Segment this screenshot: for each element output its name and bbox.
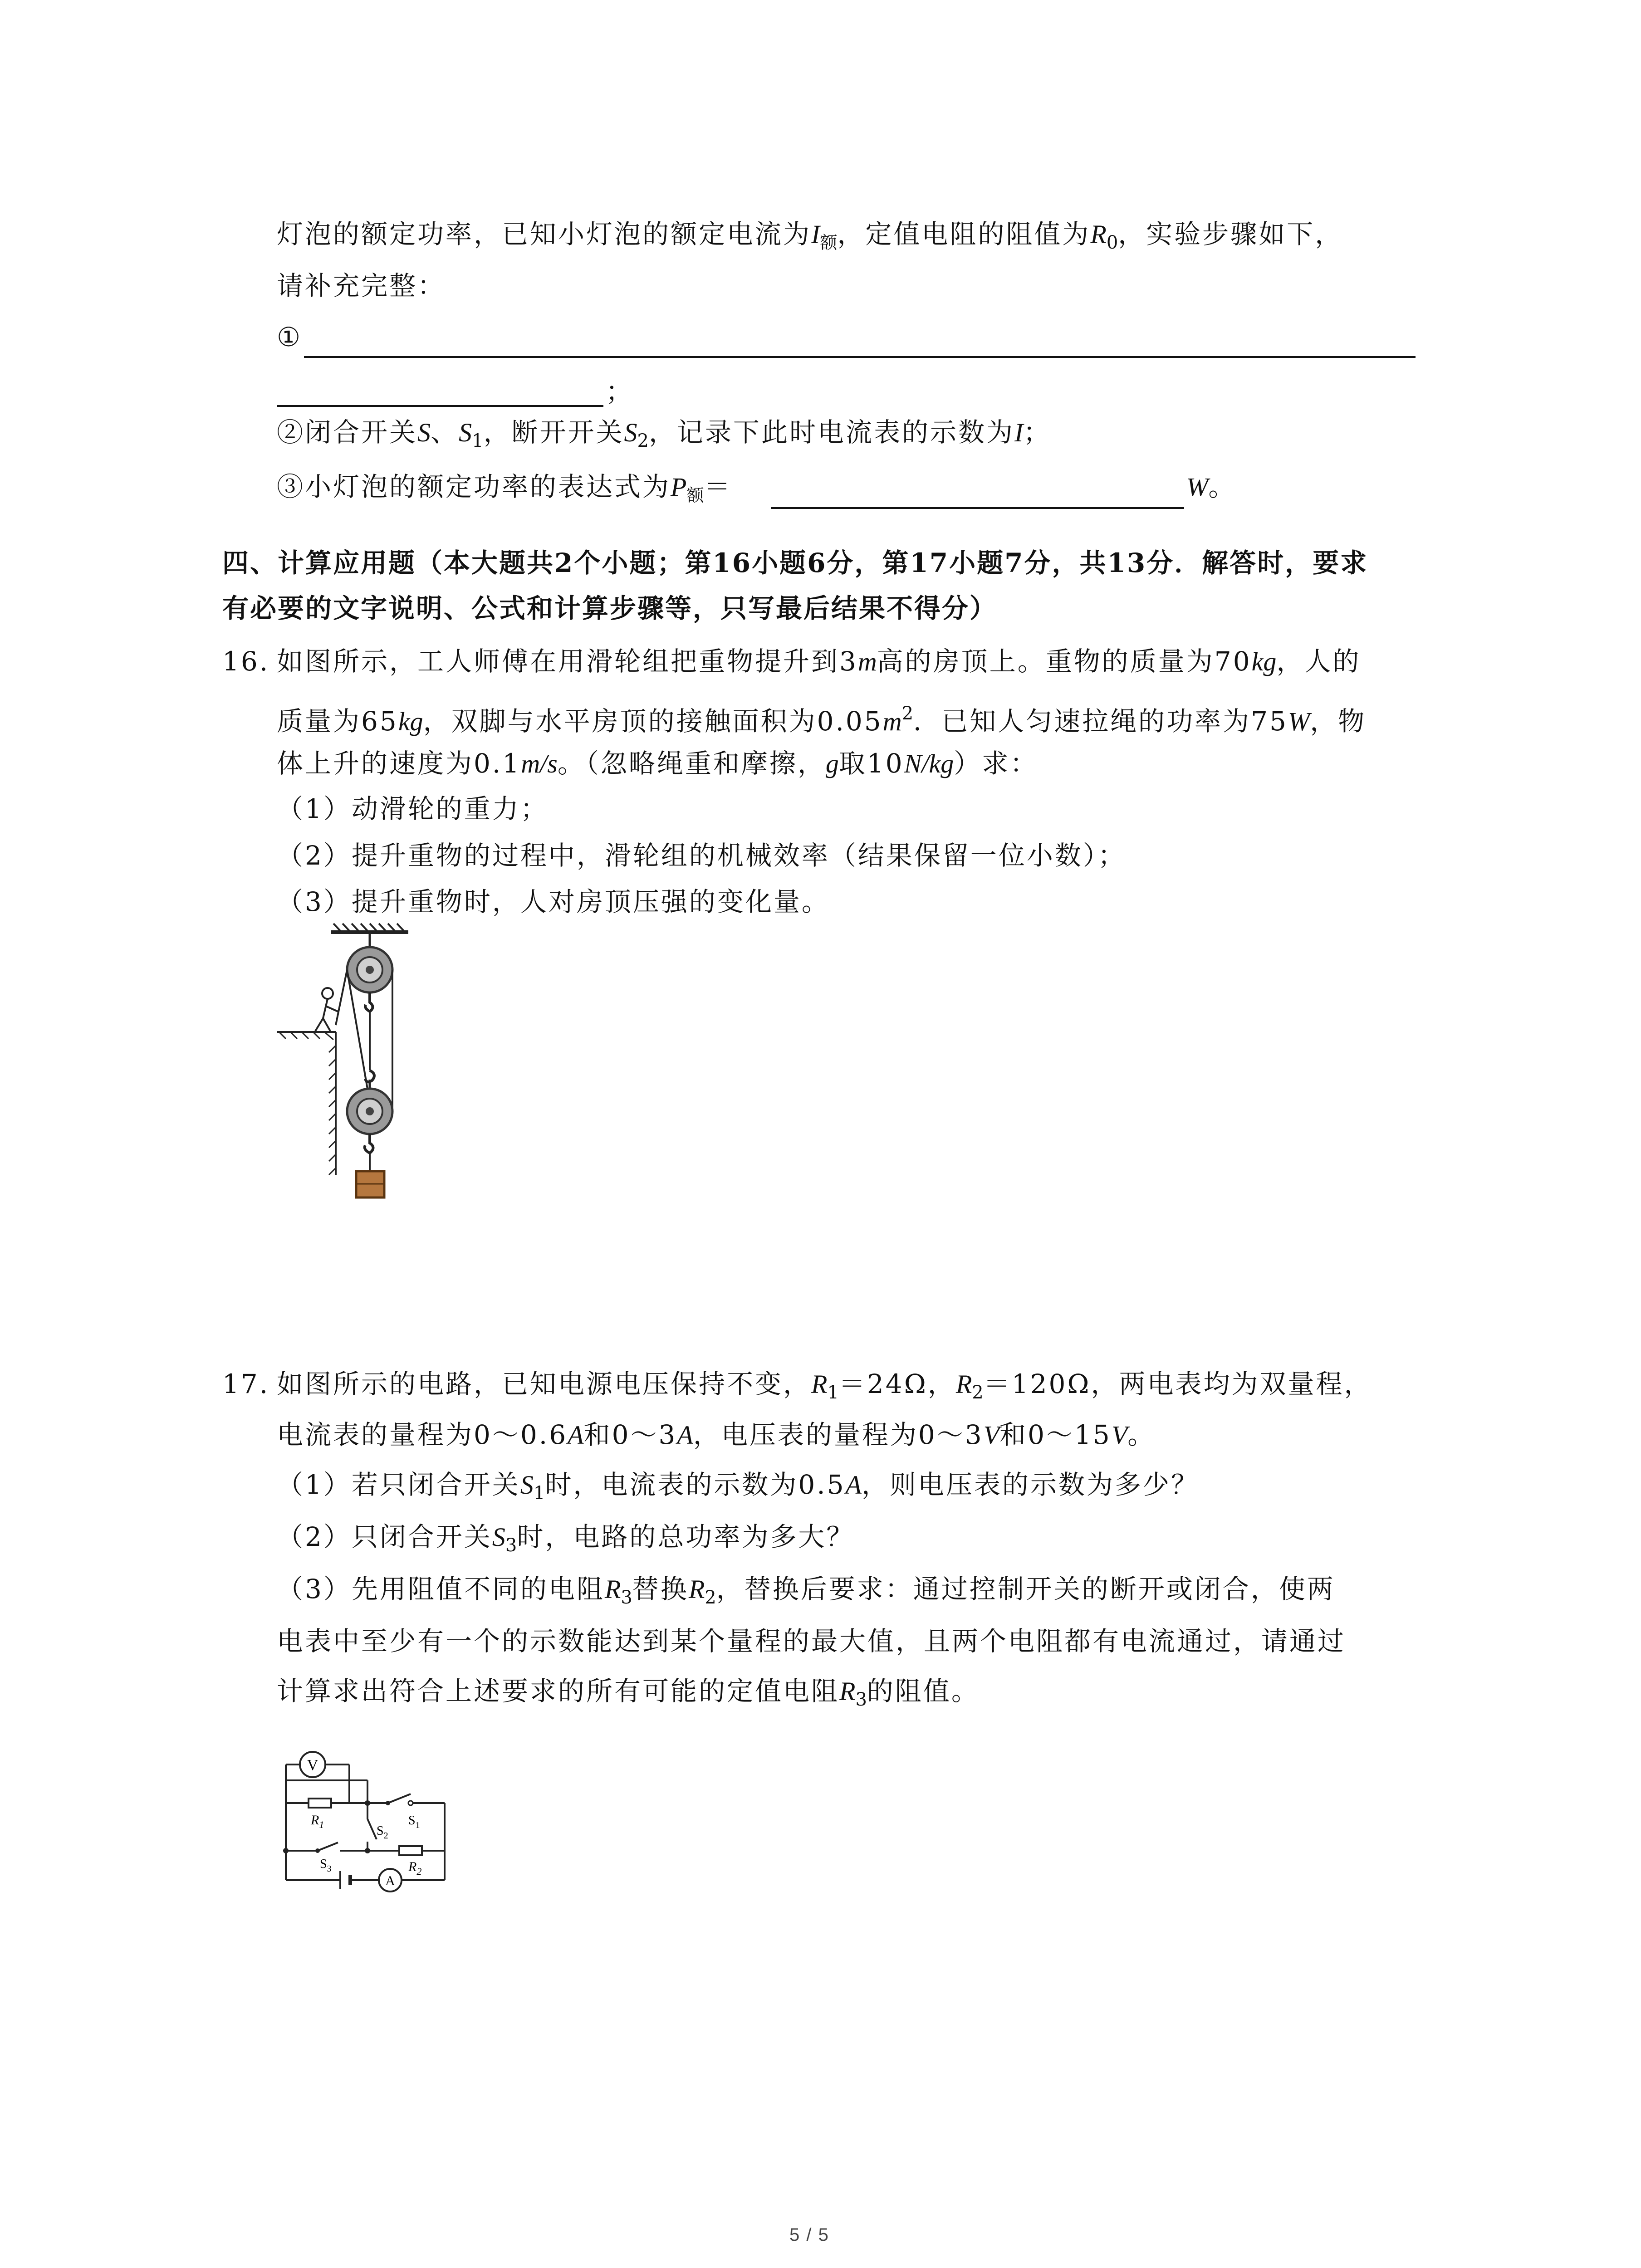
q16-sub-1: （1）动滑轮的重力； bbox=[277, 793, 549, 824]
q17-number: 17. bbox=[222, 1369, 270, 1399]
resistor-r2 bbox=[399, 1846, 422, 1855]
pulley-figure bbox=[272, 921, 463, 1202]
q17-sub-3-line-2: 电表中至少有一个的示数能达到某个量程的最大值，且两个电阻都有电流通过，请通过 bbox=[277, 1626, 1346, 1657]
prev-line-1: 灯泡的额定功率，已知小灯泡的额定电流为$I_额$，定值电阻的阻值为$R_0$，实验步骤如下， bbox=[277, 219, 1343, 253]
step3-answer-blank[interactable] bbox=[771, 507, 1184, 509]
roof-building bbox=[277, 1032, 336, 1175]
ammeter-label: A bbox=[385, 1873, 395, 1888]
step1-marker: ① bbox=[277, 322, 302, 352]
step3-unit: W。 bbox=[1186, 471, 1237, 502]
fixed-pulley-hook bbox=[365, 992, 372, 1012]
worker-figure bbox=[315, 988, 338, 1031]
q16-sub-2: （2）提升重物的过程中，滑轮组的机械效率（结果保留一位小数）； bbox=[277, 840, 1126, 871]
ceiling-hatch bbox=[333, 924, 404, 931]
resistor-r1 bbox=[309, 1799, 331, 1808]
s2-label: $S_2$ bbox=[377, 1824, 388, 1841]
q16-line-2: 质量为65kg，双脚与水平房顶的接触面积为$0.05m^2$．已知人匀速拉绳的功率为75W，物 bbox=[277, 703, 1367, 737]
q17-line-2: 电流表的量程为0～0.6A和0～3A，电压表的量程为0～3V和0～15V。 bbox=[277, 1419, 1156, 1450]
q17-sub-1: （1）若只闭合开关$S_1$时，电流表的示数为0.5A，则电压表的示数为多少？ bbox=[277, 1469, 1200, 1504]
battery bbox=[340, 1871, 350, 1889]
step2-text: ②闭合开关S、$S_1$，断开开关$S_2$，记录下此时电流表的示数为I； bbox=[277, 417, 1052, 451]
section4-heading-line1: 四、计算应用题（本大题共2个小题；第16小题6分，第17小题7分，共13分．解答时，要求 bbox=[222, 547, 1368, 578]
step1-answer-blank-1[interactable] bbox=[304, 356, 1416, 358]
step3-text: ③小灯泡的额定功率的表达式为$P_额=$ bbox=[277, 471, 732, 505]
r1-label: $R_1$ bbox=[311, 1813, 324, 1830]
voltmeter-label: V bbox=[307, 1757, 318, 1774]
prev-line-2: 请补充完整： bbox=[277, 270, 446, 301]
q17-sub-3-line-3: 计算求出符合上述要求的所有可能的定值电阻$R_3$的阻值。 bbox=[277, 1676, 980, 1710]
q17-line-1: 如图所示的电路，已知电源电压保持不变，$R_1=24\Omega$，$R_2=120\Omega$，两电表均为双量程， bbox=[277, 1369, 1372, 1403]
section4-heading-line2: 有必要的文字说明、公式和计算步骤等，只写最后结果不得分） bbox=[222, 593, 998, 624]
s1-label: $S_1$ bbox=[408, 1813, 420, 1830]
q16-sub-3: （3）提升重物时，人对房顶压强的变化量。 bbox=[277, 886, 830, 917]
q17-sub-3-line-1: （3）先用阻值不同的电阻$R_3$替换$R_2$，替换后要求：通过控制开关的断开或闭合，使两 bbox=[277, 1574, 1335, 1608]
s3-label: $S_3$ bbox=[320, 1857, 332, 1874]
r2-label: $R_2$ bbox=[408, 1859, 422, 1877]
q17-sub-2: （2）只闭合开关$S_3$时，电路的总功率为多大？ bbox=[277, 1521, 855, 1556]
circuit-diagram bbox=[272, 1746, 463, 1901]
page-number: 5 / 5 bbox=[789, 2225, 829, 2245]
switch-s3[interactable] bbox=[318, 1843, 338, 1851]
q16-line-1: 如图所示，工人师傅在用滑轮组把重物提升到3m高的房顶上。重物的质量为70kg，人的 bbox=[277, 646, 1361, 677]
switch-s2[interactable] bbox=[367, 1819, 377, 1839]
q16-number: 16. bbox=[222, 646, 270, 677]
step1-end: ； bbox=[606, 376, 634, 407]
movable-pulley-hook bbox=[365, 1134, 373, 1153]
switch-s1[interactable] bbox=[388, 1794, 411, 1803]
q16-line-3: 体上升的速度为0.1m/s。（忽略绳重和摩擦，g取10N/kg）求： bbox=[277, 748, 1038, 779]
step1-answer-blank-2[interactable] bbox=[277, 405, 603, 407]
